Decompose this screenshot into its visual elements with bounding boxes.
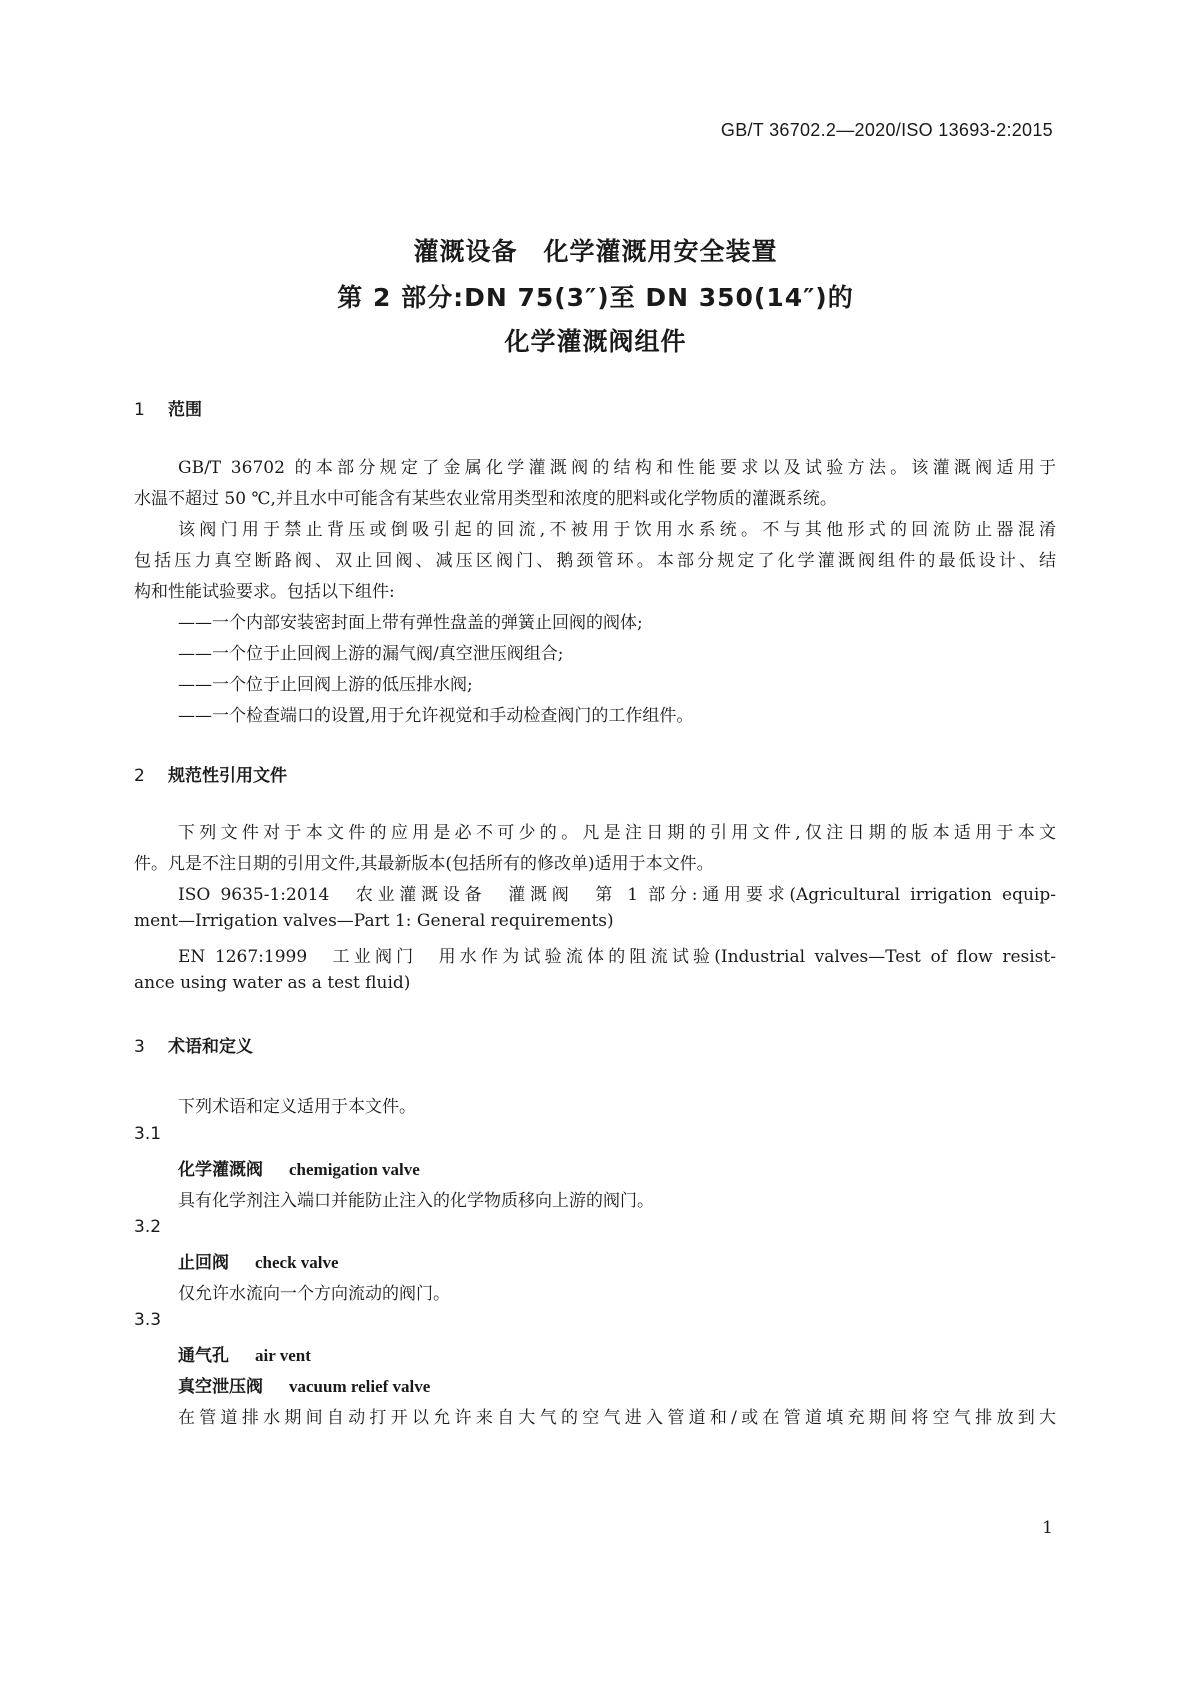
paragraph-line: GB/T 36702 的本部分规定了金属化学灌溉阀的结构和性能要求以及试验方法。该灌溉阀适用于 [178,458,1056,478]
section-number: 2 [134,766,145,786]
term-zh: 化学灌溉阀 [178,1160,263,1180]
paragraph-line: 件。凡是不注日期的引用文件,其最新版本(包括所有的修改单)适用于本文件。 [134,854,714,874]
reference-line: ment—Irrigation valves—Part 1: General requirements) [134,911,614,931]
paragraph-line: 下列文件对于本文件的应用是必不可少的。凡是注日期的引用文件,仅注日期的版本适用于本文 [178,823,1056,843]
list-item: ——一个检查端口的设置,用于允许视觉和手动检查阀门的工作组件。 [178,706,694,726]
reference-line: ISO 9635-1:2014 农业灌溉设备 灌溉阀 第 1 部分:通用要求(Agricultural irrigation equip- [178,885,1056,905]
term-number: 3.2 [134,1217,162,1237]
section-heading-normative-references [134,761,287,786]
document-title-line-3: 化学灌溉阀组件 [504,327,687,356]
term-entry [178,1341,311,1366]
term-entry [178,1372,430,1397]
section-title: 规范性引用文件 [168,766,287,786]
term-entry [178,1155,420,1180]
paragraph-line: 下列术语和定义适用于本文件。 [178,1097,416,1117]
section-number: 3 [134,1037,145,1057]
paragraph-line: 构和性能试验要求。包括以下组件: [134,582,395,602]
section-heading-terms-definitions [134,1032,253,1057]
term-en: chemigation valve [289,1160,420,1179]
paragraph-line: 该阀门用于禁止背压或倒吸引起的回流,不被用于饮用水系统。不与其他形式的回流防止器混淆 [178,520,1056,540]
paragraph-line: 水温不超过 50 ℃,并且水中可能含有某些农业常用类型和浓度的肥料或化学物质的灌溉系统。 [134,489,837,509]
reference-line: EN 1267:1999 工业阀门 用水作为试验流体的阻流试验(Industrial valves—Test of flow resist- [178,947,1056,967]
term-zh: 止回阀 [178,1253,229,1273]
document-title-line-2: 第 2 部分:DN 75(3″)至 DN 350(14″)的 [337,283,854,312]
section-number: 1 [134,400,145,420]
term-definition: 具有化学剂注入端口并能防止注入的化学物质移向上游的阀门。 [178,1191,654,1211]
paragraph-line: 包括压力真空断路阀、双止回阀、减压区阀门、鹅颈管环。本部分规定了化学灌溉阀组件的最低设计、结 [134,551,1056,571]
term-en: check valve [255,1253,339,1272]
reference-line: ance using water as a test fluid) [134,973,411,993]
term-entry [178,1248,339,1273]
document-title-line-1: 灌溉设备 化学灌溉用安全装置 [413,237,778,266]
list-item: ——一个位于止回阀上游的漏气阀/真空泄压阀组合; [178,644,564,664]
section-title: 范围 [168,400,202,420]
page-number: 1 [1042,1518,1053,1538]
term-number: 3.1 [134,1124,162,1144]
section-heading-scope [134,395,202,420]
term-en: air vent [255,1346,311,1365]
standard-code-header: GB/T 36702.2—2020/ISO 13693-2:2015 [720,120,1053,140]
section-title: 术语和定义 [168,1037,253,1057]
list-item: ——一个内部安装密封面上带有弹性盘盖的弹簧止回阀的阀体; [178,613,643,633]
term-definition: 仅允许水流向一个方向流动的阀门。 [178,1284,450,1304]
term-zh: 真空泄压阀 [178,1377,263,1397]
term-en: vacuum relief valve [289,1377,431,1396]
list-item: ——一个位于止回阀上游的低压排水阀; [178,675,473,695]
term-definition: 在管道排水期间自动打开以允许来自大气的空气进入管道和/或在管道填充期间将空气排放到大 [178,1408,1056,1428]
term-number: 3.3 [134,1310,162,1330]
term-zh: 通气孔 [178,1346,229,1366]
